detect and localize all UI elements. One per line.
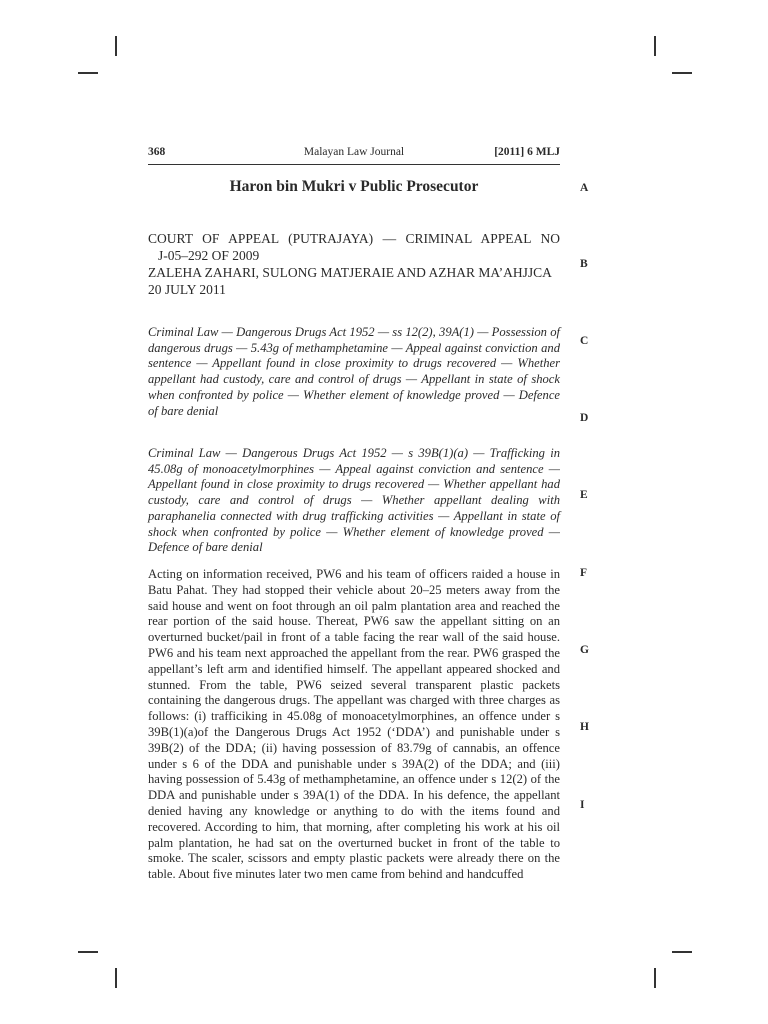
crop-mark-bottom-right-horizontal: [672, 951, 692, 953]
crop-mark-bottom-left-vertical: [115, 968, 117, 988]
running-head: [148, 146, 560, 165]
appeal-number: J-05–292 OF 2009: [158, 248, 260, 263]
margin-letter: D: [580, 412, 589, 424]
margin-letter: F: [580, 567, 588, 579]
crop-mark-top-left-vertical: [115, 36, 117, 56]
margin-letter: A: [580, 182, 589, 194]
margin-letter: I: [580, 799, 585, 811]
margin-letter: G: [580, 644, 589, 656]
crop-mark-bottom-right-vertical: [654, 968, 656, 988]
catchwords-paragraph: Criminal Law — Dangerous Drugs Act 1952 — s 39B(1)(a) — Trafficking in 45.08g of monoacetylmorphines — Appeal against conviction and sentence — Appellant found in close proximity to drugs recovered — Whether appellant had custody, care and control of drugs — Whether appellant dealing with paraphanelia connected with drug trafficking activities — Appellant in state of shock when confronted by police — Whether element of knowledge proved — Defence of bare denial: [148, 446, 560, 555]
court-line: COURT OF APPEAL (PUTRAJAYA) — CRIMINAL APPEAL NO: [148, 231, 560, 246]
crop-mark-top-left-horizontal: [78, 72, 98, 74]
margin-letter: H: [580, 721, 589, 733]
law-report-citation: [2011] 6 MLJ: [494, 146, 560, 158]
margin-letter: C: [580, 335, 589, 347]
page-number: 368: [148, 146, 166, 158]
court-details: [148, 230, 560, 298]
case-title: Haron bin Mukri v Public Prosecutor: [229, 178, 479, 195]
crop-mark-bottom-left-horizontal: [78, 951, 98, 953]
margin-letter: B: [580, 258, 588, 270]
judges: ZALEHA ZAHARI, SULONG MATJERAIE AND AZHAR MA’AHJJCA: [148, 265, 552, 280]
headnote-body: Acting on information received, PW6 and his team of officers raided a house in Batu Pahat. They had stopped their vehicle about 20–25 meters away from the said house and went on foot through an oil palm plantation area and reached the rear portion of the said house. Thereat, PW6 saw the appellant sitting on an overturned bucket/pail in front of a table facing the rear wall of the said house. PW6 and his team next approached the appellant from the rear. PW6 grasped the appellant’s left arm and identified himself. The appellant appeared shocked and stunned. From the table, PW6 seized several transparent plastic packets containing the dangerous drugs. The appellant was charged with three charges as follows: (i) trafficiking in 45.08g of monoacetylmorphines, an offence under s 39B(1)(a)of the Dangerous Drugs Act 1952 (‘DDA’) and punishable under s 39B(2) of the DDA; (ii) having possession of 83.79g of cannabis, an offence under s 6 of the DDA and punishable under s 39A(2) of the DDA; and (iii) having possession of 5.43g of methamphetamine, an offence under s 12(2) of the DDA and punishable under s 39A(1) of the DDA. In his defence, the appellant denied having any knowledge or anything to do with the items found and recovered. According to him, that morning, after completing his work at his oil palm plantation, he had sat on the overturned bucket in front of the table to smoke. The scaler, scissors and empty plastic packets were already there on the table. About five minutes later two men came from behind and handcuffed: [148, 567, 560, 882]
crop-mark-top-right-horizontal: [672, 72, 692, 74]
crop-mark-top-right-vertical: [654, 36, 656, 56]
decision-date: 20 JULY 2011: [148, 282, 226, 297]
journal-name: Malayan Law Journal: [303, 146, 405, 158]
margin-letter: E: [580, 489, 588, 501]
catchwords-paragraph: Criminal Law — Dangerous Drugs Act 1952 — ss 12(2), 39A(1) — Possession of dangerous drugs — 5.43g of methamphetamine — Appeal against conviction and sentence — Appellant found in close proximity to drugs recovered — Whether appellant had custody, care and control of drugs — Appellant in state of shock when confronted by police — Whether element of knowledge proved — Defence of bare denial: [148, 325, 560, 418]
